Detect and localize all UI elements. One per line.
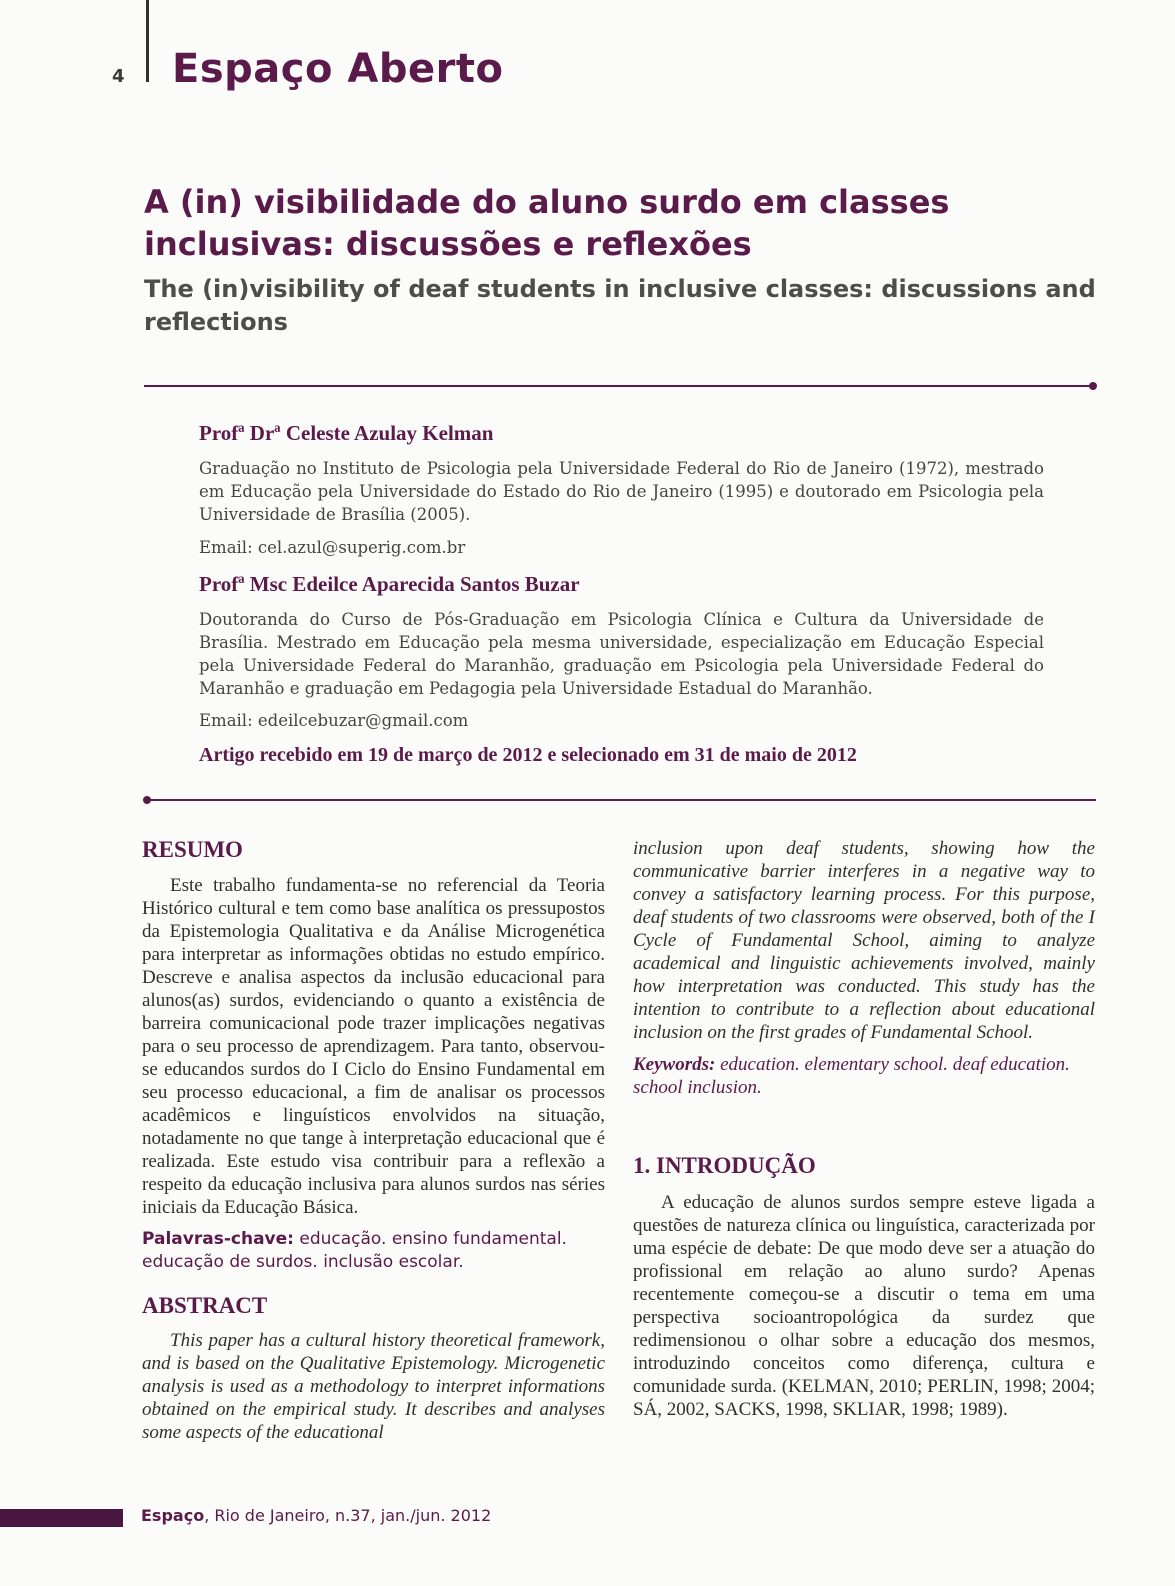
article-title-pt: A (in) visibilidade do aluno surdo em classes inclusivas: discussões e reflexões [144,183,950,263]
divider-top-dot [1089,382,1097,390]
keywords-en-text: education. elementary school. deaf education. school inclusion. [633,1054,1070,1098]
footer-details: , Rio de Janeiro, n.37, jan./jun. 2012 [204,1506,492,1525]
resumo-text: Este trabalho fundamenta-se no referencial da Teoria Histórico cultural e tem como base analítica os pressupostos da Epistemologia Qualitativa e da Análise Microgenética para interpretar as informações obtidas no estudo empírico. Descreve e analisa aspectos da inclusão educacional para alunos(as) surdos, evidenciando o quanto a existência de barreira comunicacional pode trazer implicações negativas para o seu processo de aprendizagem. Para tanto, observou-se educandos surdos do I Ciclo do Ensino Fundamental em seu processo educacional, a fim de analisar os processos acadêmicos e linguísticos envolvidos na situação, notadamente no que tange à interpretação educacional que é realizada. Este estudo visa contribuir para a reflexão a respeito da educação inclusiva para alunos surdos nas séries iniciais da Educação Básica. [142,875,605,1218]
author-name-1: Profª Drª Celeste Azulay Kelman [199,421,494,445]
introduction-heading: 1. INTRODUÇÃO [633,1153,816,1178]
resumo-heading: RESUMO [142,837,243,862]
keywords-en-label: Keywords: [633,1054,716,1075]
author-bio-2: Doutoranda do Curso de Pós-Graduação em Psicologia Clínica e Cultura da Universidade de Brasília. Mestrado em Educação pela mesma universidade, especialização em Educação Especial pela Universidade Federal do Maranhão, graduação em Psicologia pela Universidade Federal do Maranhão e graduação em Pedagogia pela Universidade Estadual do Maranhão. [199,610,1044,698]
divider-bottom [150,799,1096,801]
divider-bottom-dot [143,796,151,804]
divider-top [144,385,1092,387]
abstract-text-part2: inclusion upon deaf students, showing how the communicative barrier interferes in a negative way to convey a satisfactory learning process. For this purpose, deaf students of two classrooms were observed, both of the I Cycle of Fundamental School, aiming to analyze academical and linguistic achievements involved, mainly how interpretation was conducted. This study has the intention to contribute to a reflection about educational inclusion on the first grades of Fundamental School. [633,838,1095,1043]
author-email-1[interactable]: Email: cel.azul@superig.com.br [199,538,466,557]
abstract-heading: ABSTRACT [142,1293,268,1318]
keywords-en [633,1053,1095,1099]
header-vertical-rule [146,0,149,82]
abstract-text-part1: This paper has a cultural history theoretical framework, and is based on the Qualitative Epistemology. Microgenetic analysis is used as a methodology to interpret informations obtained on the empirical study. It describes and analyses some aspects of the educational [142,1330,605,1443]
section-title: Espaço Aberto [172,46,504,92]
keywords-pt-text: educação. ensino fundamental. educação de surdos. inclusão escolar. [142,1229,567,1272]
author-email-2[interactable]: Email: edeilcebuzar@gmail.com [199,711,469,730]
page-number: 4 [112,66,125,87]
keywords-pt [142,1228,605,1274]
keywords-pt-label: Palavras-chave: [142,1229,294,1249]
introduction-text: A educação de alunos surdos sempre esteve ligada a questões de natureza clínica ou linguística, caracterizada por uma espécie de debate: De que modo deve ser a atuação do profissional em relação ao aluno surdo? Apenas recentemente começou-se a discutir o tema em uma perspectiva socioantropológica da surdez que redimensionou o olhar sobre a educação dos mesmos, introduzindo conceitos como diferença, cultura e comunidade surda. (KELMAN, 2010; PERLIN, 1998; 2004; SÁ, 2002, SACKS, 1998, SKLIAR, 1998; 1989). [633,1192,1095,1420]
author-name-2: Profª Msc Edeilce Aparecida Santos Buzar [199,572,580,596]
footer-bar [0,1509,123,1527]
footer-citation [141,1506,491,1525]
article-title-en: The (in)visibility of deaf students in inclusive classes: discussions and reflections [144,275,1096,336]
author-bio-1: Graduação no Instituto de Psicologia pela Universidade Federal do Rio de Janeiro (1972), mestrado em Educação pela Universidade do Estado do Rio de Janeiro (1995) e doutorado em Psicologia pela Universidade de Brasília (2005). [199,459,1044,524]
footer-journal: Espaço [141,1506,205,1525]
received-date: Artigo recebido em 19 de março de 2012 e selecionado em 31 de maio de 2012 [199,744,857,766]
